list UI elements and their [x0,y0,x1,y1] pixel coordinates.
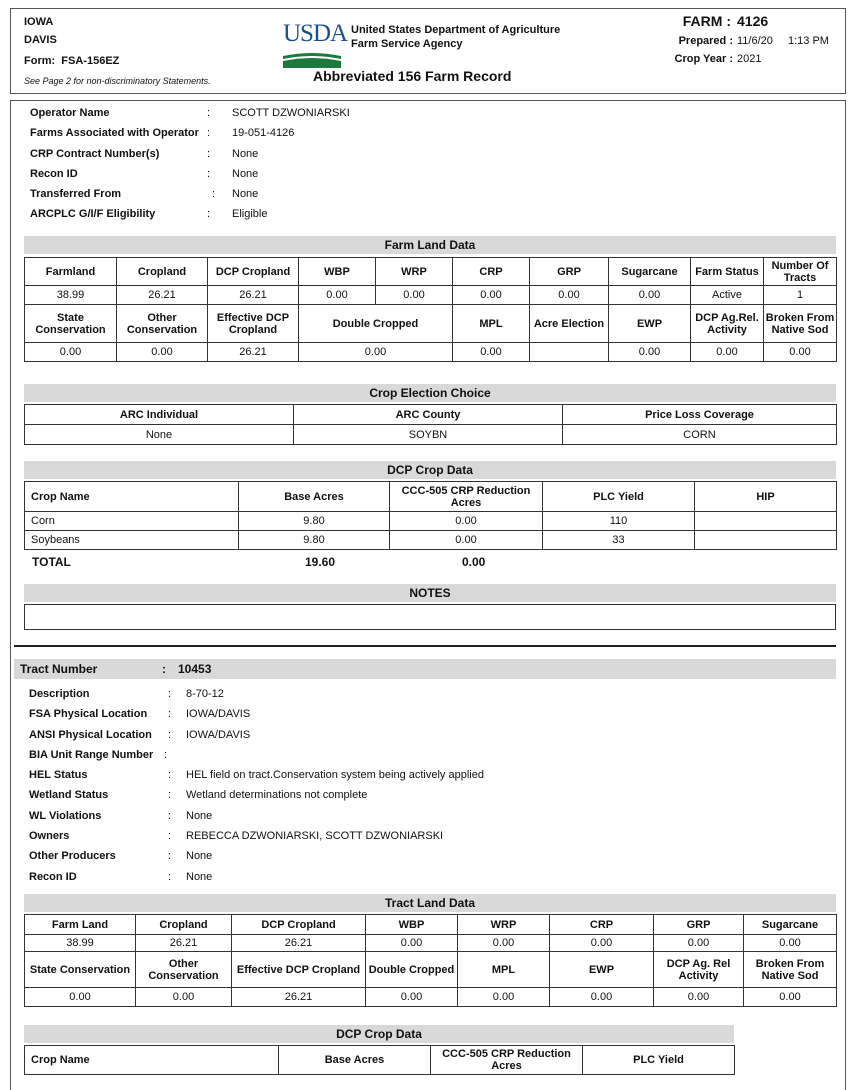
column-header: MPL [458,952,550,988]
column-header: PLC Yield [583,1046,735,1075]
tract-land-header-row-2 [25,952,837,988]
column-header: Acre Election [530,305,609,343]
table-cell: 0.00 [654,935,744,952]
crop-election-title: Crop Election Choice [24,384,836,402]
column-header: EWP [609,305,691,343]
table-cell: 0.00 [390,512,543,531]
table-cell: None [25,425,294,445]
column-header: Broken From Native Sod [764,305,837,343]
section-divider [14,645,836,647]
tract-dcp-title: DCP Crop Data [24,1025,734,1043]
crop-year: 2021 [737,53,762,65]
column-header: DCP Ag. Rel Activity [654,952,744,988]
form-label: Form: [24,55,56,67]
tract-land-value-row-1 [25,935,837,952]
prepared-label: Prepared : [678,35,733,47]
table-cell: 26.21 [232,935,366,952]
tract-land-table [24,914,837,1007]
dcp-crop-title: DCP Crop Data [24,461,836,479]
operator-value: None [232,167,259,180]
column-header: Effective DCP Cropland [208,305,299,343]
tract-value: None [186,809,213,822]
table-cell: 0.00 [764,343,837,362]
tract-number: 10453 [178,662,212,676]
table-row [25,512,837,531]
column-header: ARC County [294,405,563,425]
operator-value: Eligible [232,208,268,221]
table-cell: 0.00 [366,988,458,1007]
column-header: Farm Status [691,258,764,286]
table-cell: SOYBN [294,425,563,445]
table-cell [695,531,837,550]
tract-land-value-row-2 [25,988,837,1007]
tract-row: BIA Unit Range Number : [29,748,168,761]
table-cell: 0.00 [744,988,837,1007]
tract-row: HEL Status : HEL field on tract.Conservation system being actively applied [29,769,484,782]
table-cell [530,343,609,362]
usda-logo-text: USDA [283,20,348,47]
prepared-date: 11/6/20 [737,35,773,47]
operator-row: Transferred From : None [30,188,259,201]
column-header: Double Cropped [299,305,453,343]
column-header: Effective DCP Cropland [232,952,366,988]
crop-year-row [651,53,841,71]
operator-row: Farms Associated with Operator : 19-051-4126 [30,127,295,140]
usda-field-icon [283,52,341,68]
operator-row: CRP Contract Number(s) : None [30,147,259,160]
column-header: WRP [458,915,550,935]
table-cell: 0.00 [691,343,764,362]
page-title: Abbreviated 156 Farm Record [313,68,512,84]
farm-land-value-row-2 [25,343,837,362]
tract-value: None [186,850,213,863]
dcp-crop-table [24,481,837,550]
crop-election-table [24,404,837,445]
farm-number: 4126 [737,13,769,29]
column-header: CRP [453,258,530,286]
column-header: Other Conservation [117,305,208,343]
agency-line-1: United States Department of Agriculture [351,24,561,36]
table-cell: 26.21 [208,343,299,362]
operator-row: Recon ID : None [30,167,259,180]
prepared-time: 1:13 PM [788,35,829,47]
table-cell: 0.00 [609,286,691,305]
tract-value: HEL field on tract.Conservation system being actively applied [186,769,484,782]
tract-value: 8-70-12 [186,688,224,700]
table-cell: 26.21 [136,935,232,952]
table-cell: 0.00 [299,343,453,362]
column-header: Farm Land [25,915,136,935]
farm-land-header-row-1 [25,258,837,286]
non-discrimination-note: See Page 2 for non-discriminatory Statements. [24,76,211,86]
table-cell: 0.00 [390,531,543,550]
column-header: Price Loss Coverage [563,405,837,425]
table-cell: 0.00 [453,286,530,305]
operator-row: ARCPLC G/I/F Eligibility : Eligible [30,208,268,221]
farm-land-header-row-2 [25,305,837,343]
tract-land-header-row-1 [25,915,837,935]
table-cell: 0.00 [117,343,208,362]
agency-name [351,23,560,51]
table-cell: 0.00 [550,988,654,1007]
tract-value: REBECCA DZWONIARSKI, SCOTT DZWONIARSKI [186,830,444,843]
column-header: Sugarcane [744,915,837,935]
farm-info [651,13,841,71]
table-cell: 0.00 [550,935,654,952]
table-cell: CORN [563,425,837,445]
location-block [24,13,57,49]
table-cell: 0.00 [136,988,232,1007]
table-cell: 9.80 [239,512,390,531]
column-header: Cropland [136,915,232,935]
column-header: Farmland [25,258,117,286]
column-header: CCC-505 CRP Reduction Acres [431,1046,583,1075]
table-cell: 0.00 [25,988,136,1007]
farm-land-title: Farm Land Data [24,236,836,254]
column-header: PLC Yield [543,482,695,512]
column-header: Cropland [117,258,208,286]
operator-value: None [232,188,259,201]
total-base-acres: 19.60 [305,555,336,569]
crop-election-header-row [25,405,837,425]
column-header: GRP [530,258,609,286]
tract-dcp-table [24,1045,735,1075]
table-row [25,531,837,550]
crop-election-value-row [25,425,837,445]
column-header: ARC Individual [25,405,294,425]
tract-row: Owners : REBECCA DZWONIARSKI, SCOTT DZWONIARSKI [29,830,444,843]
table-cell: Active [691,286,764,305]
notes-title: NOTES [24,584,836,602]
farm-number-row [651,13,841,35]
table-cell: 0.00 [530,286,609,305]
table-cell: 0.00 [25,343,117,362]
table-cell: 0.00 [366,935,458,952]
table-cell: Corn [25,512,239,531]
column-header: Base Acres [239,482,390,512]
tract-row: ANSI Physical Location : IOWA/DAVIS [29,728,251,741]
column-header: Other Conservation [136,952,232,988]
tract-value: Wetland determinations not complete [186,789,368,802]
column-header: Number Of Tracts [764,258,837,286]
column-header: DCP Cropland [208,258,299,286]
tract-value: IOWA/DAVIS [186,708,251,721]
column-header: WBP [299,258,376,286]
operator-value: None [232,147,259,160]
table-cell: 38.99 [25,286,117,305]
column-header: Broken From Native Sod [744,952,837,988]
column-header: DCP Cropland [232,915,366,935]
table-cell: Soybeans [25,531,239,550]
column-header: WRP [376,258,453,286]
table-cell: 33 [543,531,695,550]
tract-value: IOWA/DAVIS [186,728,251,741]
tract-row: Other Producers : None [29,850,213,863]
column-header: Base Acres [279,1046,431,1075]
usda-logo [283,22,347,46]
table-cell: 0.00 [609,343,691,362]
state-name: IOWA [24,16,54,28]
table-cell: 1 [764,286,837,305]
tract-row: Wetland Status : Wetland determinations not complete [29,789,368,802]
table-cell: 26.21 [208,286,299,305]
operator-value: SCOTT DZWONIARSKI [232,107,350,119]
table-cell: 0.00 [376,286,453,305]
tract-number-bar: Tract Number : 10453 [14,659,836,679]
table-cell: 0.00 [453,343,530,362]
table-cell: 0.00 [458,935,550,952]
tract-land-title: Tract Land Data [24,894,836,912]
column-header: HIP [695,482,837,512]
tract-row: WL Violations : None [29,809,213,822]
total-label: TOTAL [32,555,71,569]
table-cell: 0.00 [458,988,550,1007]
farm-land-value-row-1 [25,286,837,305]
prepared-row [651,35,841,53]
county-name: DAVIS [24,34,57,46]
column-header: MPL [453,305,530,343]
farm-label: FARM : [682,13,731,29]
column-header: CRP [550,915,654,935]
column-header: DCP Ag.Rel. Activity [691,305,764,343]
total-ccc-acres: 0.00 [462,555,486,569]
agency-line-2: Farm Service Agency [351,38,463,50]
tract-row: Recon ID : None [29,870,213,883]
dcp-crop-header-row [25,482,837,512]
notes-box [24,604,836,630]
table-cell: 38.99 [25,935,136,952]
column-header: GRP [654,915,744,935]
column-header: State Conservation [25,305,117,343]
tract-value: None [186,870,213,883]
tract-row: Description : 8-70-12 [29,688,224,700]
operator-row: Operator Name : SCOTT DZWONIARSKI [30,107,350,119]
tract-info [29,688,629,891]
table-cell: 9.80 [239,531,390,550]
table-cell [695,512,837,531]
tract-row: FSA Physical Location : IOWA/DAVIS [29,708,251,721]
operator-info [30,107,530,229]
tract-number-label: Tract Number [20,662,98,676]
table-cell: 0.00 [299,286,376,305]
table-cell: 0.00 [744,935,837,952]
column-header: Crop Name [25,482,239,512]
farm-land-table [24,257,837,362]
form-id [24,55,119,67]
form-value: FSA-156EZ [61,55,120,67]
column-header: CCC-505 CRP Reduction Acres [390,482,543,512]
operator-value: 19-051-4126 [232,127,295,140]
column-header: Double Cropped [366,952,458,988]
column-header: Crop Name [25,1046,279,1075]
table-cell: 0.00 [654,988,744,1007]
column-header: State Conservation [25,952,136,988]
tract-dcp-header-row [25,1046,735,1075]
form-header [10,8,846,94]
column-header: WBP [366,915,458,935]
table-cell: 26.21 [117,286,208,305]
column-header: Sugarcane [609,258,691,286]
table-cell: 26.21 [232,988,366,1007]
crop-year-label: Crop Year : [674,53,733,65]
table-cell: 110 [543,512,695,531]
column-header: EWP [550,952,654,988]
